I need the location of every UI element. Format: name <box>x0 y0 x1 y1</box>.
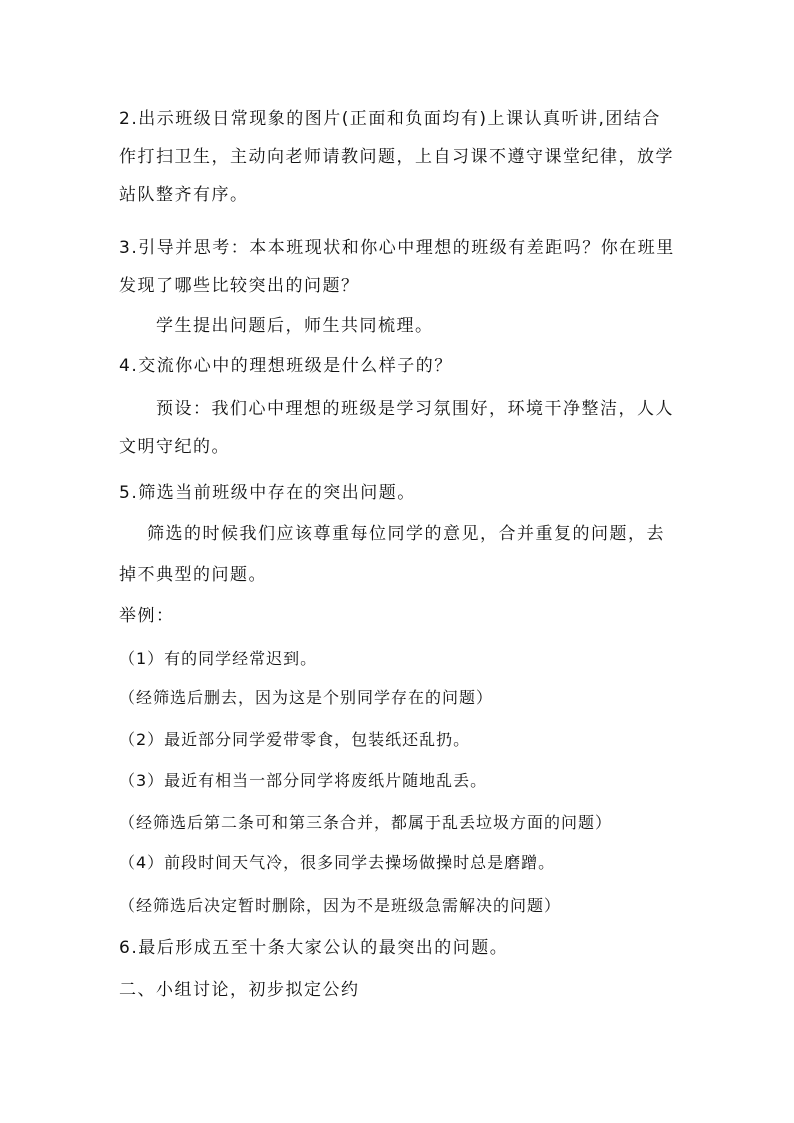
text-line: 预设：我们心中理想的班级是学习氛围好，环境干净整洁，人人 <box>156 399 674 419</box>
list-item: （2）最近部分同学爱带零食，包装纸还乱扔。 <box>119 730 471 749</box>
text-line: 5.筛选当前班级中存在的突出问题。 <box>119 483 416 503</box>
text-line: 文明守纪的。 <box>119 437 230 457</box>
text-line: 筛选的时候我们应该尊重每位同学的意见，合并重复的问题，去 <box>147 524 665 544</box>
text-line: 6.最后形成五至十条大家公认的最突出的问题。 <box>119 938 509 958</box>
text-line: 作打扫卫生，主动向老师请教问题，上自习课不遵守课堂纪律，放学 <box>119 147 674 167</box>
list-item: （1）有的同学经常迟到。 <box>119 649 318 668</box>
text-line: 站队整齐有序。 <box>119 185 249 205</box>
list-note: （经筛选后删去，因为这是个别同学存在的问题） <box>119 688 494 707</box>
section-heading: 二、小组讨论，初步拟定公约 <box>119 980 360 1000</box>
list-note: （经筛选后第二条可和第三条合并，都属于乱丢垃圾方面的问题） <box>119 813 613 832</box>
list-item: （4）前段时间天气冷，很多同学去操场做操时总是磨蹭。 <box>119 853 556 872</box>
text-line: 2.出示班级日常现象的图片(正面和负面均有)上课认真听讲,团结合 <box>119 109 661 129</box>
text-line: 4.交流你心中的理想班级是什么样子的？ <box>119 356 453 376</box>
text-line: 发现了哪些比较突出的问题？ <box>119 276 360 296</box>
text-line: 学生提出问题后，师生共同梳理。 <box>156 316 434 336</box>
list-item: （3）最近有相当一部分同学将废纸片随地乱丢。 <box>119 771 488 790</box>
text-line: 3.引导并思考：本本班现状和你心中理想的班级有差距吗？你在班里 <box>119 238 675 258</box>
text-line: 举例： <box>119 606 175 626</box>
text-line: 掉不典型的问题。 <box>119 565 267 585</box>
list-note: （经筛选后决定暂时删除，因为不是班级急需解决的问题） <box>119 896 562 915</box>
